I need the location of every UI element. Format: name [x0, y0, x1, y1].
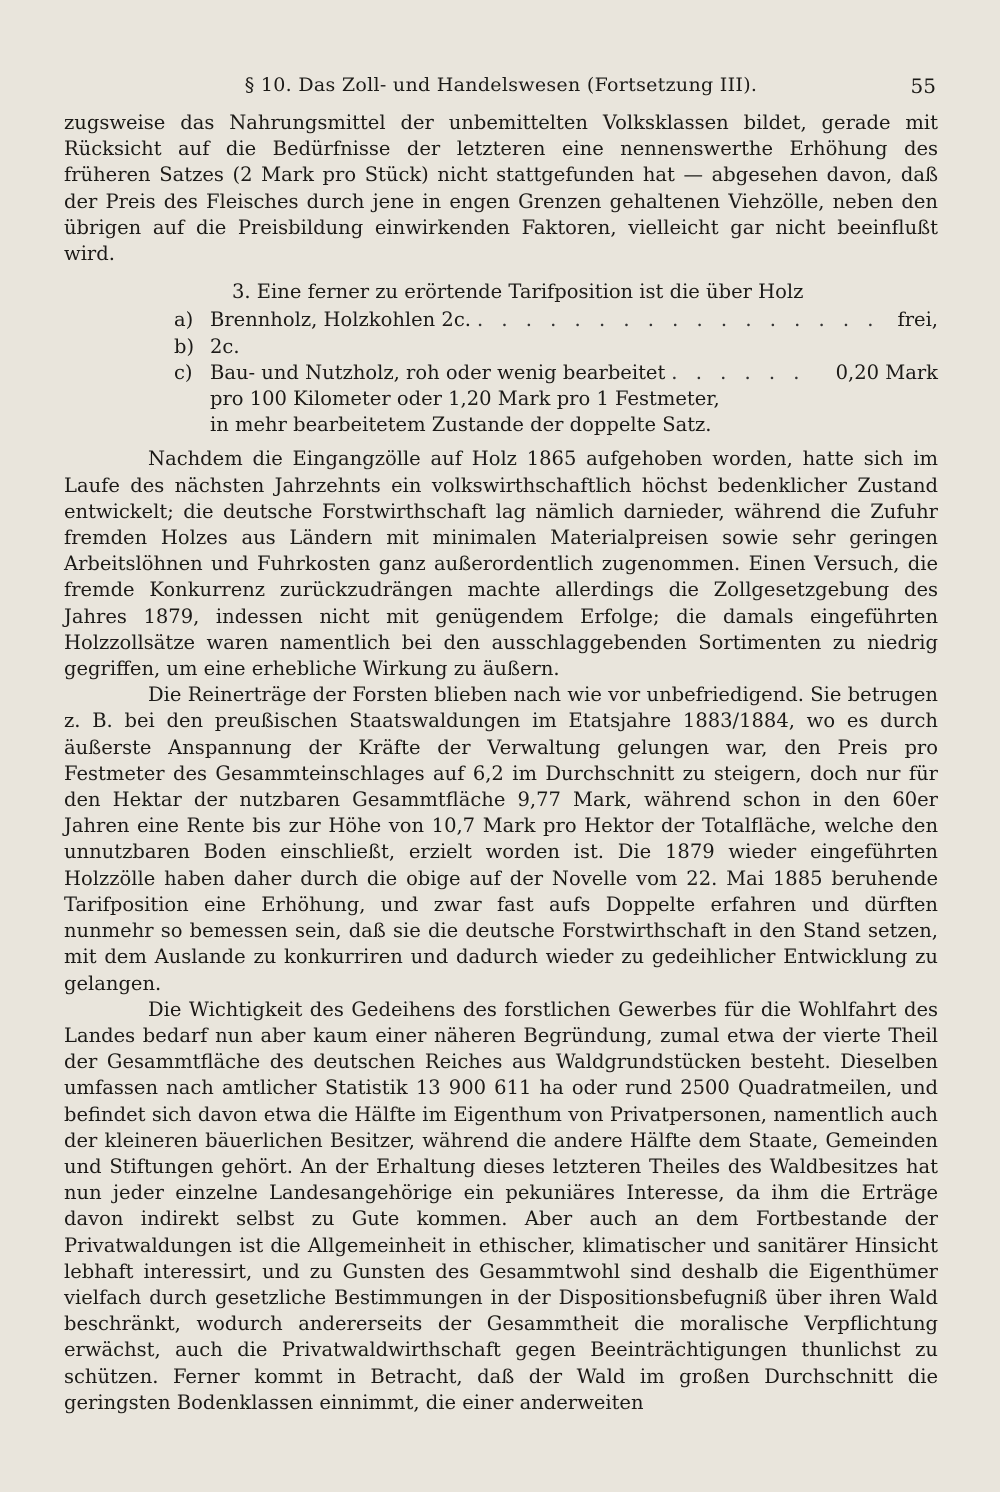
- tariff-marker: b): [174, 334, 195, 358]
- tariff-text: Brennholz, Holzkohlen 2c.: [210, 308, 471, 332]
- tariff-text: Bau- und Nutzholz, roh oder wenig bearbeitet: [210, 360, 666, 384]
- page-header: [64, 70, 938, 110]
- tariff-text: 2c.: [210, 334, 240, 358]
- tariff-value: frei,: [897, 308, 938, 332]
- tariff-leader: . . . . . . . . . . . . . . . . .: [476, 308, 880, 332]
- tariff-list: [64, 307, 938, 438]
- tariff-heading: 3. Eine ferner zu erörtende Tarifposition ist die über Holz: [232, 280, 804, 304]
- running-head: § 10. Das Zoll- und Handelswesen (Fortsetzung III).: [244, 74, 758, 96]
- tariff-continuation-line: pro 100 Kilometer oder 1,20 Mark pro 1 Festmeter,: [210, 387, 720, 411]
- tariff-marker: a): [174, 308, 194, 332]
- tariff-value: 0,20 Mark: [835, 360, 938, 384]
- paragraph: Die Reinerträge der Forsten blieben nach wie vor unbefriedigend. Sie betrugen z. B. bei den preußischen Staatswaldungen im Etatsjahre 1883/1884, wo es durch äußerste Anspannung der Kräfte der Verwaltung gelungen war, den Preis pro Festmeter des Gesammteinschlages auf 6,2 im Durchschnitt zu steigern, doch nur für den Hektar der nutzbaren Gesammtfläche 9,77 Mark, während schon in den 60er Jahren eine Rente bis zur Höhe von 10,7 Mark pro Hektor der Totalfläche, welche den unnutzbaren Boden einschließt, erzielt worden ist. Die 1879 wieder eingeführten Holzzölle haben daher durch die obige auf der Novelle vom 22. Mai 1885 beruhende Tarifposition eine Erhöhung, und zwar fast aufs Doppelte erfahren und dürften nunmehr so bemessen sein, daß sie die deutsche Forstwirthschaft in den Stand setzen, mit dem Auslande zu konkurriren und dadurch wieder zu gedeihlicher Entwicklung zu gelangen.: [64, 683, 938, 995]
- paragraph: Nachdem die Eingangzölle auf Holz 1865 aufgehoben worden, hatte sich im Laufe des nächsten Jahrzehnts ein volkswirthschaftlich höchst bedenklicher Zustand entwickelt; die deutsche Forstwirthschaft lag nämlich darnieder, während die Zufuhr fremden Holzes aus Ländern mit minimalen Materialpreisen sowie sehr geringen Arbeitslöhnen und Fuhrkosten ganz außerordentlich zugenommen. Einen Versuch, die fremde Konkurrenz zurückzudrängen machte allerdings die Zollgesetzgebung des Jahres 1879, indessen nicht mit genügendem Erfolge; die damals eingeführten Holzzollsätze waren namentlich bei den ausschlaggebenden Sortimenten zu niedrig gegriffen, um eine erhebliche Wirkung zu äußern.: [64, 447, 938, 681]
- paragraph-continued: zugsweise das Nahrungsmittel der unbemittelten Volksklassen bildet, gerade mit Rücksicht auf die Bedürfnisse der letzteren eine nennenswerthe Erhöhung des früheren Satzes (2 Mark pro Stück) nicht stattgefunden hat — abgesehen davon, daß der Preis des Fleisches durch jene in engen Grenzen gehaltenen Viehzölle, neben den übrigen auf die Preisbildung einwirkenden Faktoren, vielleicht gar nicht beeinflußt wird.: [64, 111, 938, 266]
- page-number: 55: [910, 74, 936, 98]
- tariff-marker: c): [174, 360, 193, 384]
- tariff-continuation-line: in mehr bearbeitetem Zustande der doppelte Satz.: [210, 413, 712, 437]
- tariff-item-b: [64, 334, 938, 360]
- tariff-item-c: [64, 360, 938, 386]
- tariff-item-a: [64, 307, 938, 333]
- tariff-leader: . . . . . .: [671, 360, 806, 384]
- body-text: [64, 110, 938, 1416]
- paragraph: Die Wichtigkeit des Gedeihens des forstlichen Gewerbes für die Wohlfahrt des Landes bedarf nun aber kaum einer näheren Begründung, zumal etwa der vierte Theil der Gesammtfläche des deutschen Reiches aus Waldgrundstücken besteht. Dieselben umfassen nach amtlicher Statistik 13 900 611 ha oder rund 2500 Quadratmeilen, und befindet sich davon etwa die Hälfte im Eigenthum von Privatpersonen, namentlich auch der kleineren bäuerlichen Besitzer, während die andere Hälfte dem Staate, Gemeinden und Stiftungen gehört. An der Erhaltung dieses letzteren Theiles des Waldbesitzes hat nun jeder einzelne Landesangehörige ein pekuniäres Interesse, da ihm die Erträge davon indirekt selbst zu Gute kommen. Aber auch an dem Fortbestande der Privatwaldungen ist die Allgemeinheit in ethischer, klimatischer und sanitärer Hinsicht lebhaft interessirt, und zu Gunsten des Gesammtwohl sind deshalb die Eigenthümer vielfach durch gesetzliche Bestimmungen in der Dispositionsbefugniß über ihren Wald beschränkt, wodurch andererseits der Gesammtheit die moralische Verpflichtung erwächst, auch die Privatwaldwirthschaft gegen Beeinträchtigungen thunlichst zu schützen. Ferner kommt in Betracht, daß der Wald im großen Durchschnitt die geringsten Bodenklassen einnimmt, die einer anderweiten: [64, 997, 938, 1414]
